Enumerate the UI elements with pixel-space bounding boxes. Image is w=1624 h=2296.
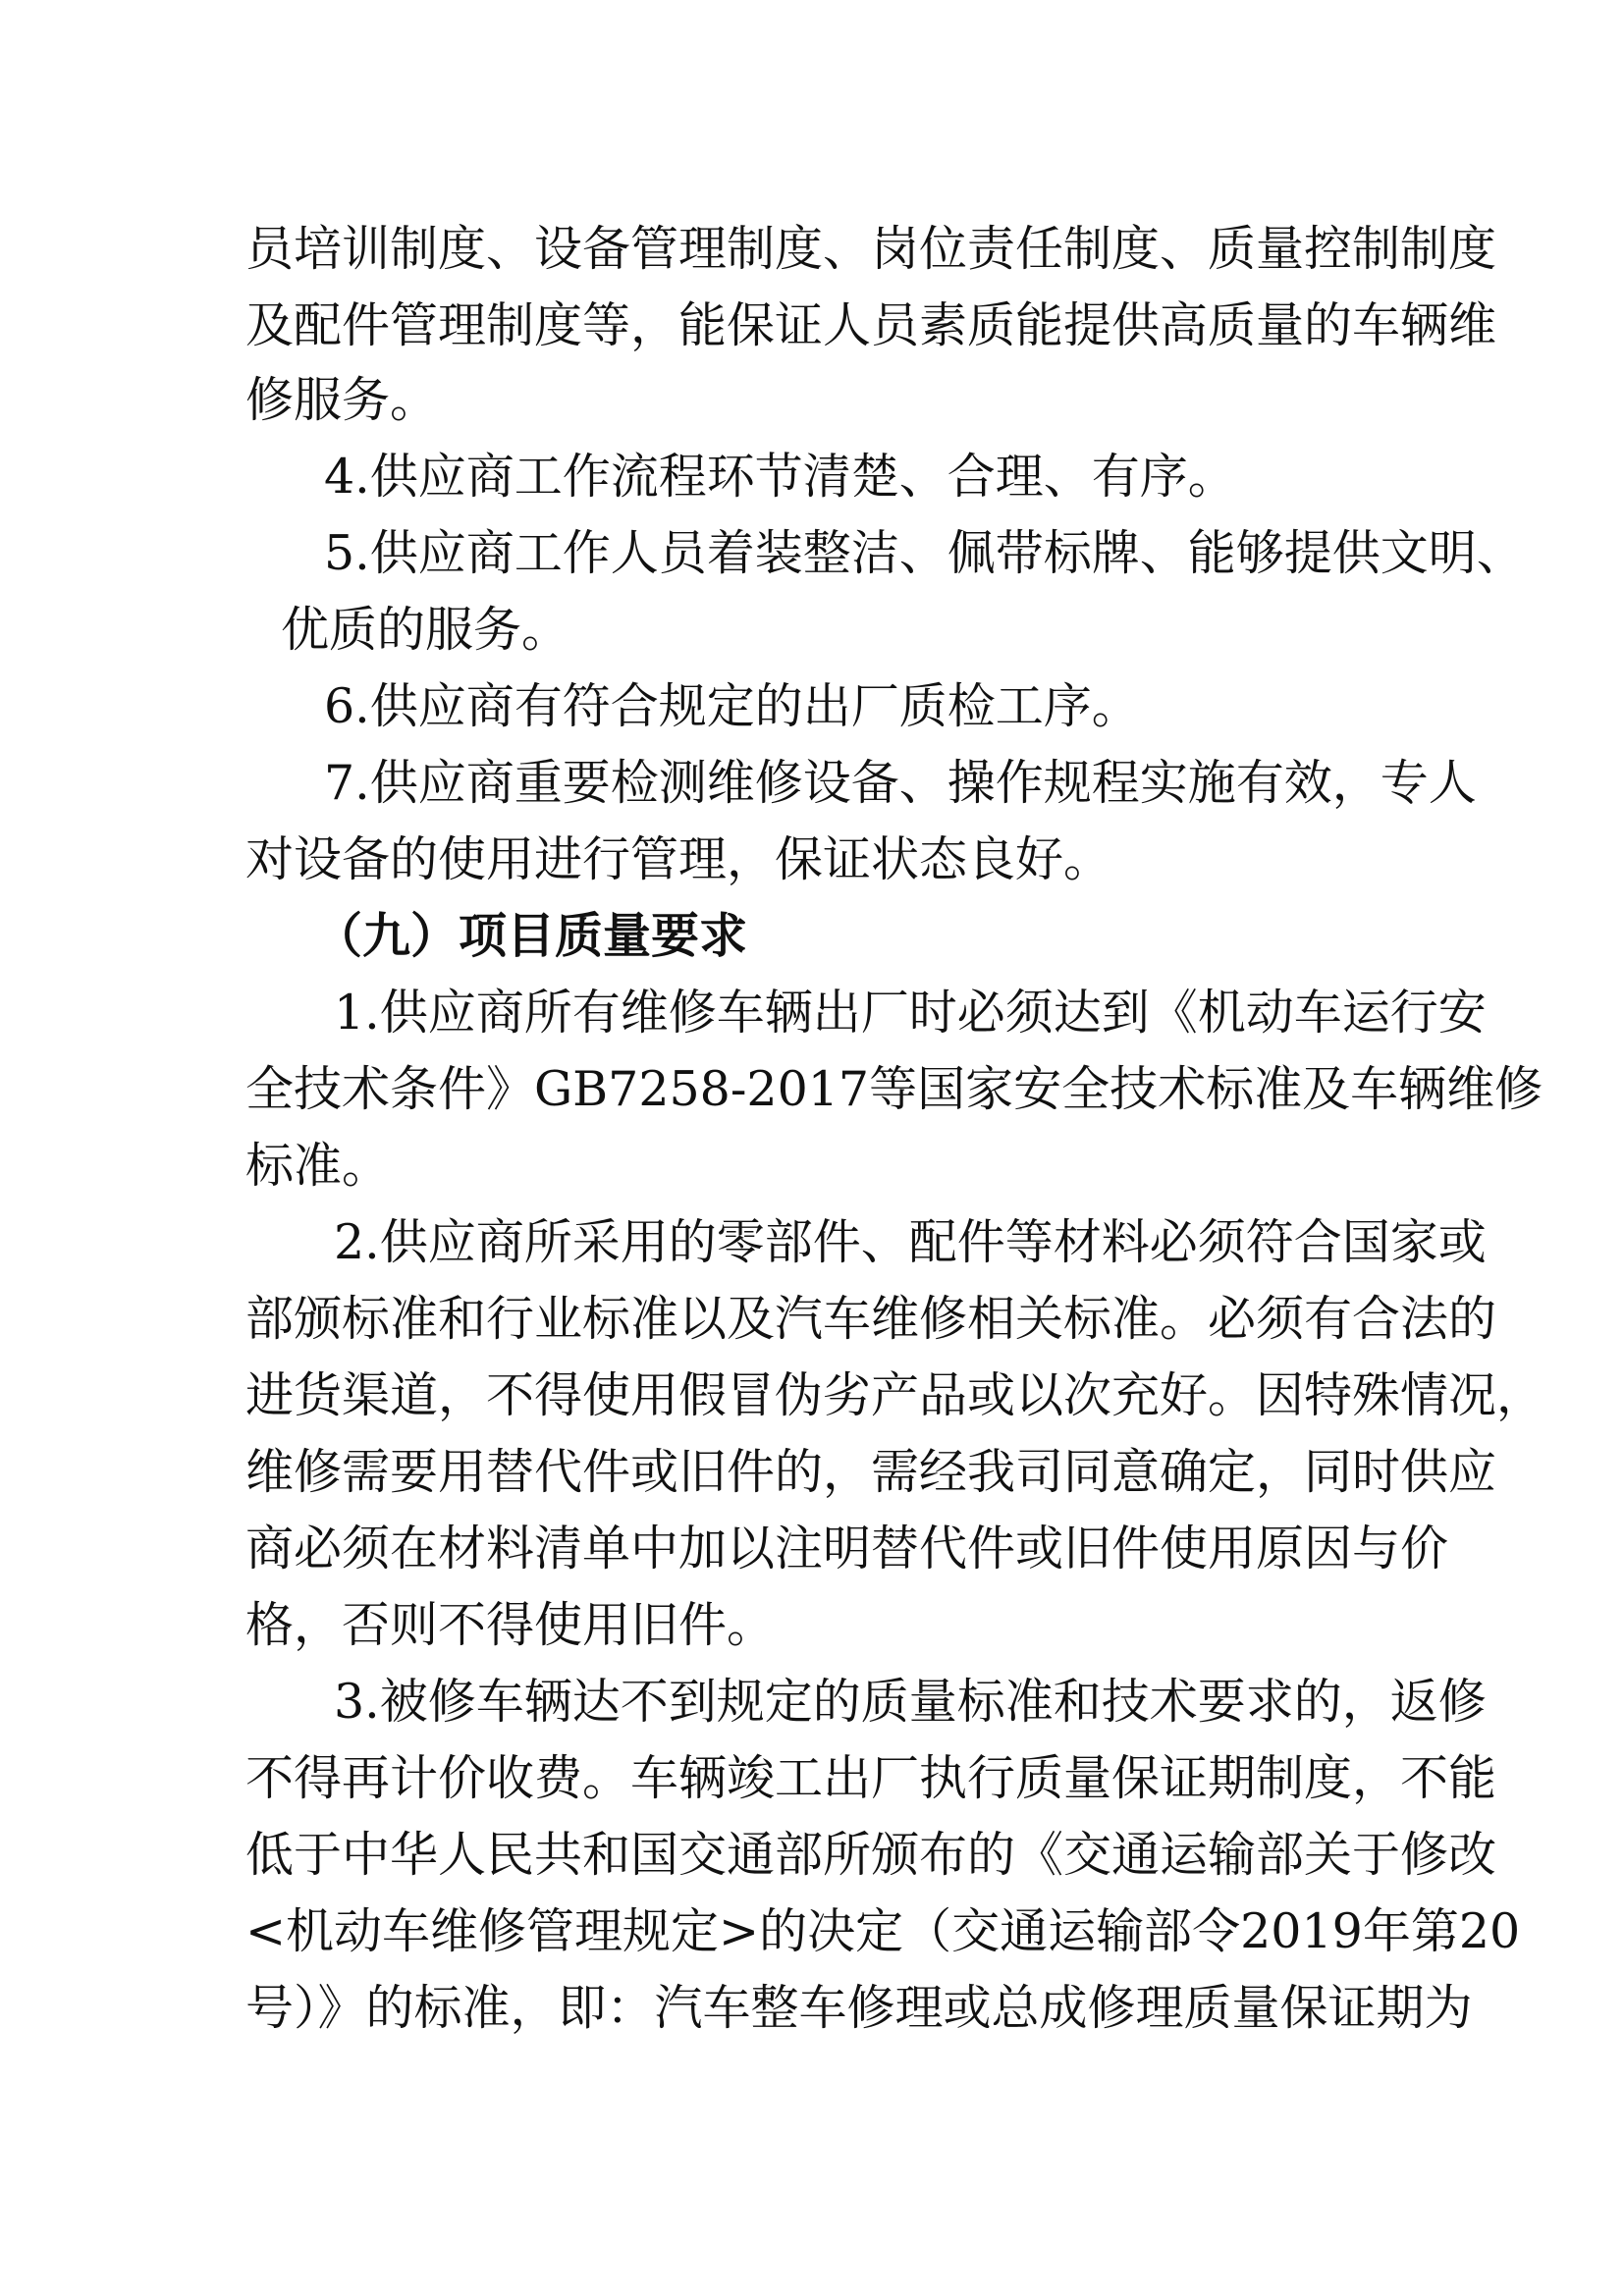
list-item-6: 6.供应商有符合规定的出厂质检工序。: [324, 678, 1140, 734]
list-item-4: 4.供应商工作流程环节清楚、合理、有序。: [324, 449, 1236, 505]
list-item-3: 3.被修车辆达不到规定的质量标准和技术要求的，返修: [334, 1674, 1487, 1730]
paragraph-line: 商必须在材料清单中加以注明替代件或旧件使用原因与价: [245, 1521, 1449, 1576]
list-item-2: 2.供应商所采用的零部件、配件等材料必须符合国家或: [334, 1214, 1487, 1270]
paragraph-line: 格，否则不得使用旧件。: [245, 1597, 776, 1653]
paragraph-line: 部颁标准和行业标准以及汽车维修相关标准。必须有合法的: [245, 1291, 1497, 1347]
paragraph-line: 维修需要用替代件或旧件的，需经我司同意确定，同时供应: [245, 1444, 1497, 1500]
paragraph-line: 对设备的使用进行管理，保证状态良好。: [245, 831, 1112, 887]
paragraph-line: 号）》的标准，即：汽车整车修理或总成修理质量保证期为: [245, 1980, 1473, 2036]
section-heading: （九）项目质量要求: [314, 908, 748, 964]
paragraph-line: 员培训制度、设备管理制度、岗位责任制度、质量控制制度: [245, 221, 1497, 277]
paragraph-line: <机动车维修管理规定>的决定（交通运输部令2019年第20: [245, 1903, 1521, 1959]
paragraph-line: 标准。: [245, 1138, 391, 1194]
list-item-1: 1.供应商所有维修车辆出厂时必须达到《机动车运行安: [334, 985, 1487, 1041]
paragraph-line: 进货渠道，不得使用假冒伪劣产品或以次充好。因特殊情况，: [245, 1367, 1545, 1423]
list-item-5: 5.供应商工作人员着装整洁、佩带标牌、能够提供文明、: [324, 525, 1525, 581]
paragraph-line: 全技术条件》GB7258-2017等国家安全技术标准及车辆维修: [245, 1061, 1543, 1117]
paragraph-line: 修服务。: [245, 372, 439, 428]
paragraph-line: 低于中华人民共和国交通部所颁布的《交通运输部关于修改: [245, 1827, 1497, 1883]
list-item-7: 7.供应商重要检测维修设备、操作规程实施有效，专人: [324, 755, 1477, 811]
paragraph-line: 及配件管理制度等，能保证人员素质能提供高质量的车辆维: [245, 297, 1497, 353]
paragraph-line: 不得再计价收费。车辆竣工出厂执行质量保证期制度，不能: [245, 1750, 1497, 1806]
paragraph-line: 优质的服务。: [281, 602, 570, 658]
